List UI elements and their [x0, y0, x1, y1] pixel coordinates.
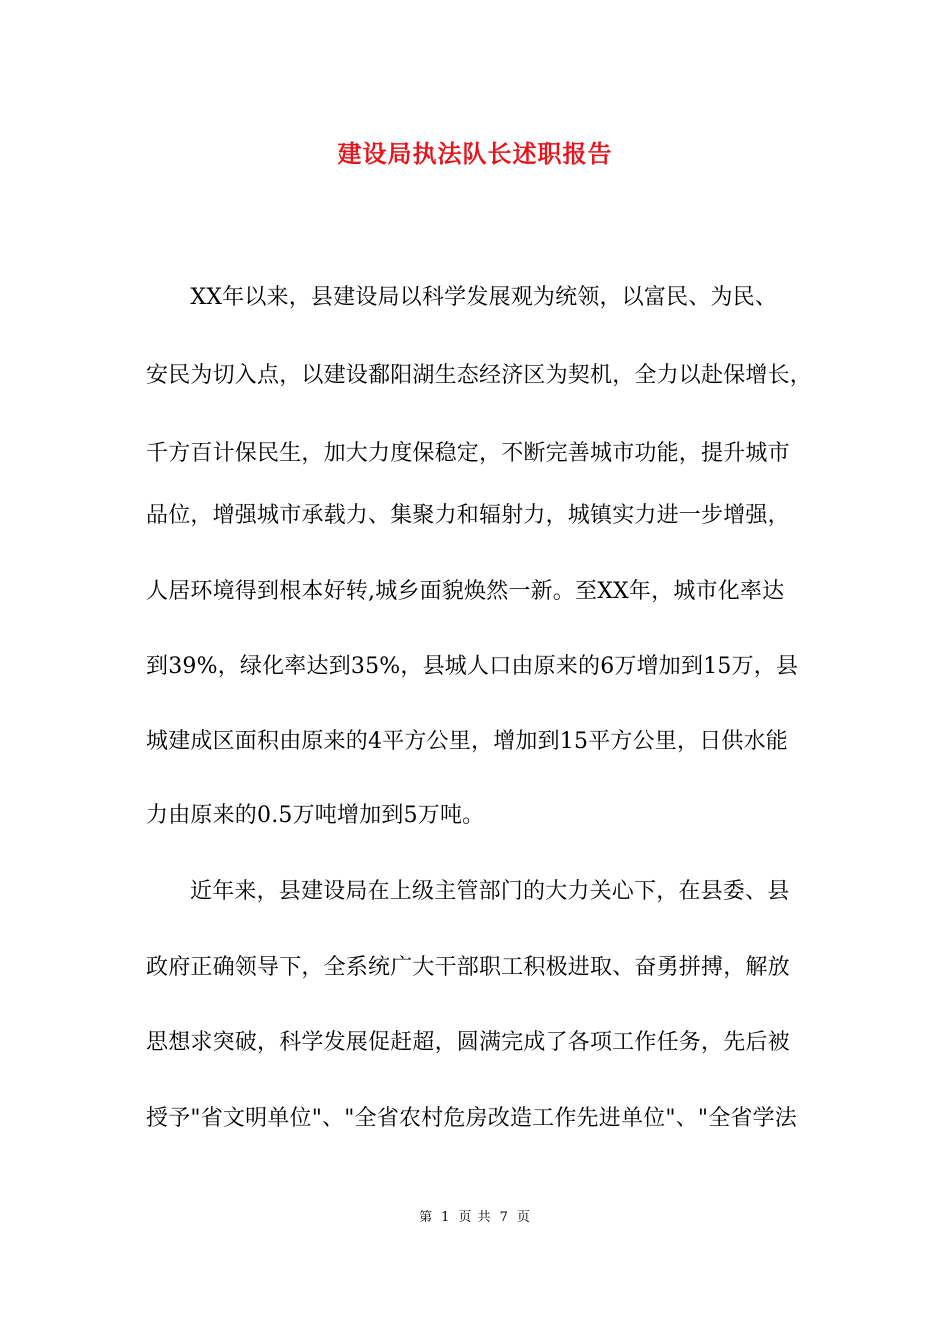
document-title: 建设局执法队长述职报告: [337, 139, 613, 168]
paragraph-line: XX年以来，县建设局以科学发展观为统领，以富民、为民、: [146, 285, 778, 310]
paragraph-line: 品位，增强城市承载力、集聚力和辐射力，城镇实力进一步增强，: [146, 503, 790, 528]
total-pages: 7: [499, 1210, 509, 1225]
paragraph-line: 思想求突破，科学发展促赶超，圆满完成了各项工作任务，先后被: [146, 1030, 790, 1055]
paragraph-line: 授予"省文明单位"、"全省农村危房改造工作先进单位"、"全省学法: [146, 1106, 797, 1131]
paragraph-line: 人居环境得到根本好转,城乡面貌焕然一新。至XX年，城市化率达: [146, 579, 785, 604]
paragraph-line: 近年来，县建设局在上级主管部门的大力关心下，在县委、县: [190, 879, 790, 904]
paragraph-line: 力由原来的0.5万吨增加到5万吨。: [146, 803, 485, 828]
paragraph-line: 千方百计保民生，加大力度保稳定，不断完善城市功能，提升城市: [146, 441, 790, 466]
page-footer: [0, 1208, 950, 1228]
page-label-mid: 页 共: [458, 1210, 492, 1225]
page-label-suffix: 页: [516, 1210, 531, 1225]
paragraph-line: 到39%，绿化率达到35%，县城人口由原来的6万增加到15万，县: [146, 654, 799, 679]
paragraph-line: 城建成区面积由原来的4平方公里，增加到15平方公里，日供水能: [146, 729, 788, 754]
paragraph-line: 安民为切入点，以建设鄱阳湖生态经济区为契机，全力以赴保增长，: [146, 363, 813, 388]
page-label-prefix: 第: [419, 1210, 434, 1225]
paragraph-line: 政府正确领导下，全系统广大干部职工积极进取、奋勇拼搏，解放: [146, 955, 790, 980]
page-number: 1: [441, 1210, 451, 1225]
